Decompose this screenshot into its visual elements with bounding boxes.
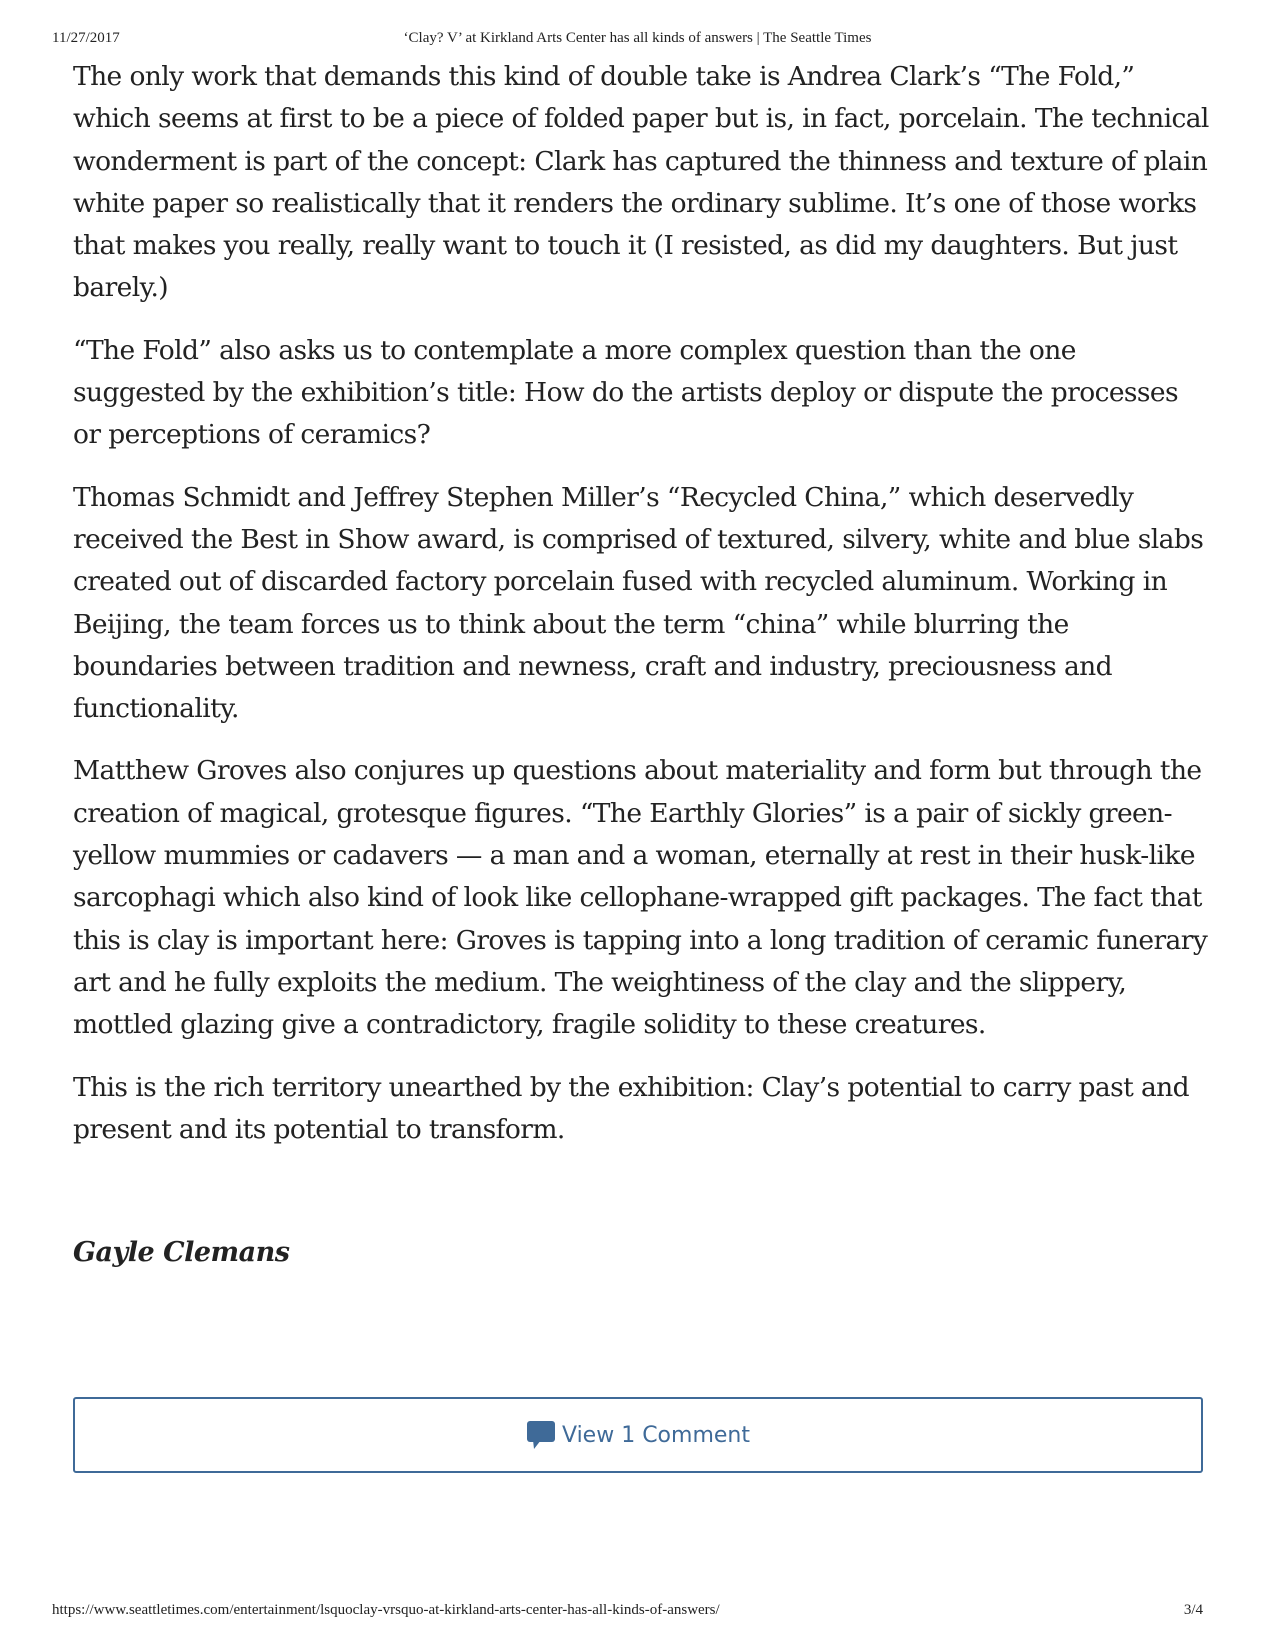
print-date: 11/27/2017 xyxy=(52,30,120,46)
page-url: https://www.seattletimes.com/entertainment/lsquoclay-vrsquo-at-kirkland-arts-center-has-all-kinds-of-answers/ xyxy=(52,1602,720,1618)
article-body xyxy=(73,56,1213,1171)
print-header xyxy=(52,30,1223,50)
view-comments-button[interactable] xyxy=(73,1397,1203,1473)
view-comments-label: View 1 Comment xyxy=(562,1422,750,1448)
article-paragraph: This is the rich territory unearthed by the exhibition: Clay’s potential to carry past and present and its potential to transform. xyxy=(73,1071,1189,1145)
article-paragraph: The only work that demands this kind of double take is Andrea Clark’s “The Fold,” which seems at first to be a piece of folded paper but is, in fact, porcelain. The technical wonderment is part of the concept: Clark has captured the thinness and texture of plain white paper so realistically that it renders the ordinary sublime. It’s one of those works that makes you really, really want to touch it (I resisted, as did my daughters. But just barely.) xyxy=(73,61,1209,304)
author-byline[interactable]: Gayle Clemans xyxy=(73,1237,290,1268)
article-paragraph: Matthew Groves also conjures up questions about materiality and form but through the creation of magical, grotesque figures. “The Earthly Glories” is a pair of sickly green-yellow mummies or cadavers — a man and a woman, eternally at rest in their husk-like sarcophagi which also kind of look like cellophane-wrapped gift packages. The fact that this is clay is important here: Groves is tapping into a long tradition of ceramic funerary art and he fully exploits the medium. The weightiness of the clay and the slippery, mottled glazing give a contradictory, fragile solidity to these creatures. xyxy=(73,755,1208,1041)
print-page-title: ‘Clay? V’ at Kirkland Arts Center has all kinds of answers | The Seattle Times xyxy=(403,30,872,46)
article-paragraph: Thomas Schmidt and Jeffrey Stephen Miller’s “Recycled China,” which deservedly received the Best in Show award, is comprised of textured, silvery, white and blue slabs created out of discarded factory porcelain fused with recycled aluminum. Working in Beijing, the team forces us to think about the term “china” while blurring the boundaries between tradition and newness, craft and industry, preciousness and functionality. xyxy=(73,481,1204,725)
page-number: 3/4 xyxy=(1183,1602,1203,1618)
speech-bubble-icon xyxy=(526,1419,556,1451)
print-footer xyxy=(52,1602,1223,1622)
article-paragraph: “The Fold” also asks us to contemplate a more complex question than the one suggested by the exhibition’s title: How do the artists deploy or dispute the processes or perceptions of ceramics? xyxy=(73,334,1178,451)
